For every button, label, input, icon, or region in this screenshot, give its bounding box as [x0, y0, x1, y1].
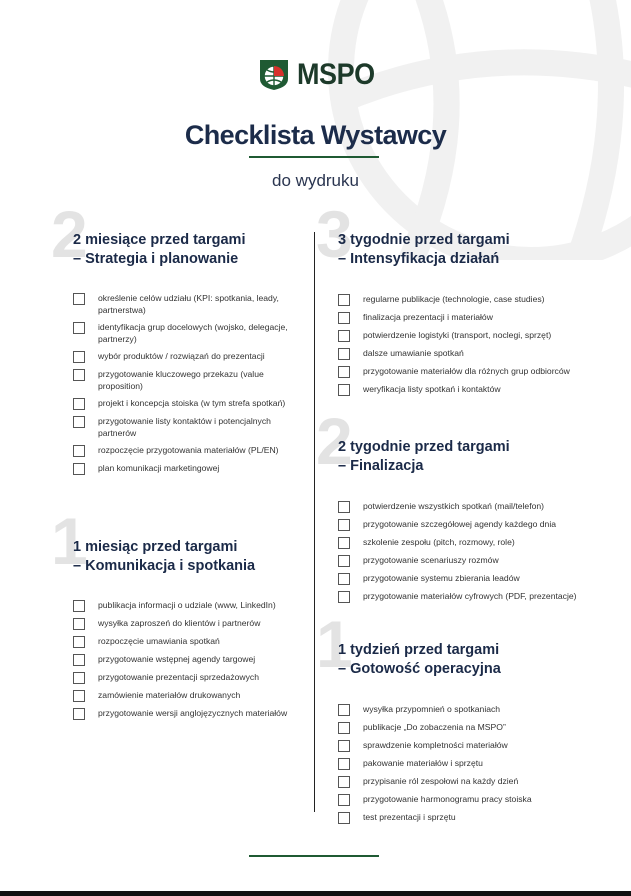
column-divider	[314, 232, 315, 812]
checkbox[interactable]	[338, 537, 350, 549]
checklist-item: wybór produktów / rozwiązań do prezentacji	[73, 351, 298, 363]
checkbox[interactable]	[338, 384, 350, 396]
checklist-item: plan komunikacji marketingowej	[73, 463, 298, 475]
checkbox[interactable]	[338, 740, 350, 752]
checkbox[interactable]	[338, 348, 350, 360]
section-number: 2	[51, 197, 88, 271]
footer-rule	[249, 855, 379, 857]
checklist-item: weryfikacja listy spotkań i kontaktów	[338, 384, 578, 396]
checkbox[interactable]	[73, 690, 85, 702]
checkbox[interactable]	[338, 776, 350, 788]
checkbox[interactable]	[338, 366, 350, 378]
checklist-item: przypisanie ról zespołowi na każdy dzień	[338, 776, 578, 788]
section-heading: 1 tydzień przed targami – Gotowość operacyjna	[338, 642, 501, 677]
checkbox[interactable]	[338, 312, 350, 324]
checkbox[interactable]	[338, 722, 350, 734]
checklist-item: przygotowanie materiałów dla różnych grup odbiorców	[338, 366, 578, 378]
checkbox[interactable]	[338, 519, 350, 531]
checklist-item: potwierdzenie wszystkich spotkań (mail/telefon)	[338, 501, 578, 513]
checklist-item: szkolenie zespołu (pitch, rozmowy, role)	[338, 537, 578, 549]
page-title: Checklista Wystawcy	[184, 120, 447, 150]
checklist	[73, 293, 298, 475]
brand-logo	[259, 58, 383, 92]
checklist	[73, 600, 298, 720]
checklist	[338, 294, 578, 396]
checklist-item: określenie celów udziału (KPI: spotkania, leady, partnerstwa)	[73, 293, 298, 316]
section-heading: 2 miesiące przed targami – Strategia i planowanie	[73, 232, 246, 267]
section-number: 1	[316, 607, 353, 681]
checkbox[interactable]	[338, 330, 350, 342]
section-2-months	[51, 197, 298, 481]
checklist-item: przygotowanie wstępnej agendy targowej	[73, 654, 298, 666]
checkbox[interactable]	[73, 416, 85, 428]
checkbox[interactable]	[73, 463, 85, 475]
globe-shield-icon	[259, 59, 289, 91]
checkbox[interactable]	[338, 294, 350, 306]
checklist-item: przygotowanie harmonogramu pracy stoiska	[338, 794, 578, 806]
checkbox[interactable]	[338, 555, 350, 567]
checklist-item: rozpoczęcie umawiania spotkań	[73, 636, 298, 648]
checkbox[interactable]	[73, 293, 85, 305]
checkbox[interactable]	[338, 794, 350, 806]
checkbox[interactable]	[73, 398, 85, 410]
checkbox[interactable]	[73, 636, 85, 648]
section-heading: 3 tygodnie przed targami – Intensyfikacja działań	[338, 232, 510, 267]
section-number: 1	[51, 504, 88, 578]
checklist-item: dalsze umawianie spotkań	[338, 348, 578, 360]
checkbox[interactable]	[338, 758, 350, 770]
bottom-edge-bar	[0, 891, 631, 896]
title-underline	[249, 156, 379, 158]
checklist-item: rozpoczęcie przygotowania materiałów (PL/EN)	[73, 445, 298, 457]
checklist-item: publikacja informacji o udziale (www, LinkedIn)	[73, 600, 298, 612]
checklist-item: przygotowanie listy kontaktów i potencjalnych partnerów	[73, 416, 298, 439]
checkbox[interactable]	[73, 322, 85, 334]
section-number: 2	[316, 404, 353, 478]
checklist-item: zamówienie materiałów drukowanych	[73, 690, 298, 702]
checklist-item: regularne publikacje (technologie, case studies)	[338, 294, 578, 306]
checklist-item: przygotowanie szczegółowej agendy każdego dnia	[338, 519, 578, 531]
checklist-item: przygotowanie prezentacji sprzedażowych	[73, 672, 298, 684]
section-3-weeks	[316, 197, 578, 402]
page-subtitle: do wydruku	[272, 171, 359, 190]
checklist-item: przygotowanie wersji anglojęzycznych materiałów	[73, 708, 298, 720]
checklist-item: przygotowanie systemu zbierania leadów	[338, 573, 578, 585]
checklist-item: pakowanie materiałów i sprzętu	[338, 758, 578, 770]
checklist-item: przygotowanie materiałów cyfrowych (PDF, prezentacje)	[338, 591, 578, 603]
checklist-item: wysyłka przypomnień o spotkaniach	[338, 704, 578, 716]
checkbox[interactable]	[73, 445, 85, 457]
section-number: 3	[316, 197, 353, 271]
checklist-item: przygotowanie scenariuszy rozmów	[338, 555, 578, 567]
checkbox[interactable]	[338, 704, 350, 716]
section-2-weeks	[316, 404, 578, 609]
checklist-item: projekt i koncepcja stoiska (w tym strefa spotkań)	[73, 398, 298, 410]
section-heading: 2 tygodnie przed targami – Finalizacja	[338, 439, 510, 474]
section-1-month	[51, 504, 298, 726]
checklist-item: identyfikacja grup docelowych (wojsko, delegacje, partnerzy)	[73, 322, 298, 345]
checkbox[interactable]	[338, 591, 350, 603]
checkbox[interactable]	[73, 369, 85, 381]
checkbox[interactable]	[73, 654, 85, 666]
checkbox[interactable]	[73, 618, 85, 630]
checkbox[interactable]	[73, 600, 85, 612]
brand-name: MSPO	[297, 58, 375, 91]
checklist-item: potwierdzenie logistyki (transport, noclegi, sprzęt)	[338, 330, 578, 342]
checkbox[interactable]	[73, 351, 85, 363]
checklist	[338, 501, 578, 603]
checkbox[interactable]	[338, 573, 350, 585]
checklist	[338, 704, 578, 824]
checklist-item: przygotowanie kluczowego przekazu (value proposition)	[73, 369, 298, 392]
section-heading: 1 miesiąc przed targami – Komunikacja i spotkania	[73, 539, 256, 574]
checklist-item: finalizacja prezentacji i materiałów	[338, 312, 578, 324]
checkbox[interactable]	[73, 708, 85, 720]
checklist-item: sprawdzenie kompletności materiałów	[338, 740, 578, 752]
checkbox[interactable]	[73, 672, 85, 684]
checklist-item: wysyłka zaproszeń do klientów i partnerów	[73, 618, 298, 630]
checkbox[interactable]	[338, 812, 350, 824]
checkbox[interactable]	[338, 501, 350, 513]
section-1-week	[316, 607, 578, 830]
checklist-item: publikacje „Do zobaczenia na MSPO”	[338, 722, 578, 734]
checklist-item: test prezentacji i sprzętu	[338, 812, 578, 824]
